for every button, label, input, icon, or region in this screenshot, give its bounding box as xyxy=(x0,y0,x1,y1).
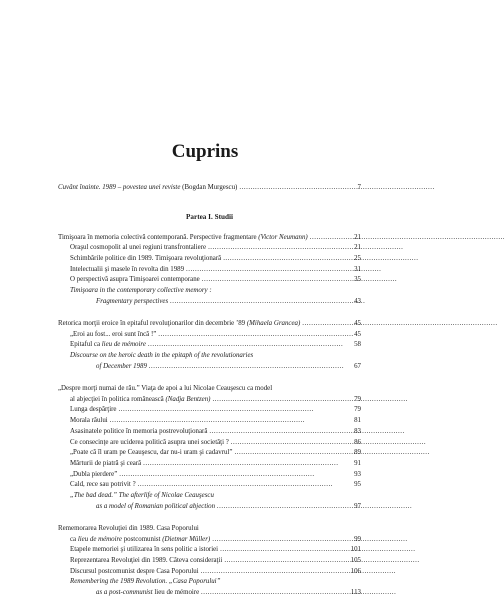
page-number: 21 xyxy=(354,233,361,241)
toc-entry-section-3[interactable] xyxy=(58,384,361,394)
toc-entry-title: Retorica morţii eroice în epitaful revoluţionarilor din decembrie ’89 (Mihaela Grancea) xyxy=(58,320,301,327)
toc-subentry[interactable] xyxy=(58,405,361,415)
leader-dots xyxy=(149,362,349,372)
toc-subentry[interactable] xyxy=(58,265,361,275)
leader-dots xyxy=(209,427,349,437)
page-number: 67 xyxy=(354,362,361,370)
page-number: 101 xyxy=(350,546,361,554)
toc-subentry-title: Remembering the 1989 Revolution. „Casa Poporului” xyxy=(70,578,221,586)
toc-entry-section-4[interactable] xyxy=(58,524,361,534)
leader-dots xyxy=(138,480,349,490)
leader-dots xyxy=(119,405,350,415)
leader-dots xyxy=(220,545,349,555)
leader-dots xyxy=(201,567,349,577)
toc-entry-title: „Despre morţi numai de rău.” Viaţa de apoi a lui Nicolae Ceauşescu ca model xyxy=(58,385,273,392)
toc-subentry-title: Reprezentarea Revoluţiei din 1989. Câteva consideraţii xyxy=(70,556,223,564)
toc-subentry-title: „Poate că îl uram pe Ceauşescu, dar nu-i uram şi cadavrul” xyxy=(70,449,233,457)
toc-subentry-title: Oraşul cosmopolit al unei regiuni transfrontaliere xyxy=(70,244,207,252)
page-number: 45 xyxy=(354,330,361,338)
toc-subentry-title: Lunga despărţire xyxy=(70,406,117,414)
page-number: 25 xyxy=(354,254,361,262)
page-number: 79 xyxy=(354,406,361,414)
leader-dots xyxy=(119,470,349,480)
toc-subentry[interactable] xyxy=(58,330,361,340)
leader-dots xyxy=(170,297,349,307)
toc-subentry-title: Morala răului xyxy=(70,417,108,425)
toc-subentry-title: Etapele memoriei şi utilizarea în sens politic a istoriei xyxy=(70,546,219,554)
toc-entry-section-3-cont[interactable] xyxy=(58,395,361,405)
toc-subentry-title: Discourse on the heroic death in the epitaph of the revolutionaries xyxy=(70,352,254,359)
toc-subentry[interactable] xyxy=(58,459,361,469)
page-number: 79 xyxy=(354,395,361,403)
toc-entry-title: ca lieu de mémoire postcomunist (Dietmar Müller) xyxy=(70,535,211,543)
toc-subentry-title: „The bad dead.” The afterlife of Nicolae Ceauşescu xyxy=(70,491,214,499)
toc-subentry-title: Mărturii de piatră şi ceară xyxy=(70,459,142,467)
leader-dots xyxy=(224,556,348,566)
toc-subentry[interactable] xyxy=(58,567,361,577)
leader-dots xyxy=(239,183,349,193)
toc-subentry-title: Intelectualii şi masele în revolta din 1989 xyxy=(70,265,185,273)
page-number: 93 xyxy=(354,470,361,478)
toc-subentry-english[interactable] xyxy=(58,351,361,361)
toc-subentry-title: Timişoara in the contemporary collective memory : xyxy=(70,286,212,294)
toc-subentry-english[interactable] xyxy=(58,362,361,372)
toc-subentry[interactable] xyxy=(58,448,361,458)
page-number: 91 xyxy=(354,459,361,467)
leader-dots xyxy=(148,340,349,350)
toc-subentry-title: Discursul postcomunist despre Casa Poporului xyxy=(70,567,199,575)
page-number: 35 xyxy=(354,276,361,284)
toc-subentry-title: Asasinatele politice în memoria postrevoluţionară xyxy=(70,427,208,435)
leader-dots xyxy=(234,448,349,458)
page-number: 81 xyxy=(354,417,361,425)
page-number: 7 xyxy=(357,184,361,191)
page-number: 83 xyxy=(354,427,361,435)
page-number: 99 xyxy=(354,535,361,543)
toc-entry-section-4-cont[interactable] xyxy=(58,535,361,545)
toc-subentry[interactable] xyxy=(58,254,361,264)
page-number: 21 xyxy=(354,244,361,252)
page-number: 106 xyxy=(350,567,361,575)
toc-entry-title: Rememorarea Revoluţiei din 1989. Casa Poporului xyxy=(58,524,199,532)
toc-subentry[interactable] xyxy=(58,470,361,480)
toc-subentry-title: „Eroi au fost... eroi sunt încă !” xyxy=(70,330,157,338)
part-heading: Partea I. Studii xyxy=(186,213,233,222)
leader-dots xyxy=(302,319,349,329)
leader-dots xyxy=(158,330,349,340)
toc-subentry-english[interactable] xyxy=(58,286,361,296)
toc-subentry[interactable] xyxy=(58,545,361,555)
page-number: 43 xyxy=(354,297,361,305)
page-number: 31 xyxy=(354,265,361,273)
toc-subentry-title: Fragmentary perspectives xyxy=(96,297,169,305)
page-title: Cuprins xyxy=(171,141,239,162)
toc-subentry-title: „Dubla pierdere” xyxy=(70,470,118,478)
toc-entry-section-2[interactable] xyxy=(58,319,361,329)
toc-subentry[interactable] xyxy=(58,243,361,253)
page-number: 86 xyxy=(354,438,361,446)
toc-subentry[interactable] xyxy=(58,416,361,426)
toc-subentry-title: Cald, rece sau potrivit ? xyxy=(70,481,136,489)
page-number: 113 xyxy=(350,589,361,596)
leader-dots xyxy=(212,395,349,405)
toc-subentry[interactable] xyxy=(58,480,361,490)
leader-dots xyxy=(110,416,349,426)
toc-subentry-english[interactable] xyxy=(58,297,361,307)
toc-subentry-title: as a post-communist lieu de mémoire xyxy=(96,589,200,596)
leader-dots xyxy=(223,254,349,264)
toc-subentry[interactable] xyxy=(58,340,361,350)
page-number: 45 xyxy=(354,320,361,327)
page-number: 97 xyxy=(354,502,361,510)
leader-dots xyxy=(201,588,349,598)
toc-subentry-title: Ce consecinţe are uciderea politică asupra unei societăţi ? xyxy=(70,438,229,446)
leader-dots xyxy=(310,233,349,243)
page-number: 105 xyxy=(350,556,361,564)
toc-entry-title: al abjecţiei în politica românească (Nadja Bentzen) xyxy=(70,395,211,403)
leader-dots xyxy=(212,535,349,545)
toc-subentry-english[interactable] xyxy=(58,502,361,512)
leader-dots xyxy=(217,502,349,512)
toc-subentry-title: of December 1989 xyxy=(96,362,147,370)
toc-subentry[interactable] xyxy=(58,275,361,285)
leader-dots xyxy=(186,265,349,275)
page-number: 58 xyxy=(354,341,361,349)
toc-entry-section-1[interactable] xyxy=(58,233,361,243)
toc-subentry-english[interactable] xyxy=(58,577,361,587)
toc-subentry-english[interactable] xyxy=(58,588,361,598)
toc-subentry-title: O perspectivă asupra Timişoarei contemporane xyxy=(70,276,200,284)
toc-entry-intro[interactable] xyxy=(58,183,361,193)
toc-subentry-title: Epitaful ca lieu de mémoire xyxy=(70,341,146,349)
toc-subentry[interactable] xyxy=(58,438,361,448)
toc-subentry-title: as a model of Romanian political abjection xyxy=(96,502,216,510)
toc-subentry-title: Schimbările politice din 1989. Timişoara revoluţionară xyxy=(70,254,222,262)
toc-entry-title: Timişoara în memoria colectivă contemporană. Perspective fragmentare (Victor Neumann) xyxy=(58,233,308,241)
page-number: 89 xyxy=(354,449,361,457)
toc-entry-title: Cuvânt înainte. 1989 – povestea unei reviste (Bogdan Murgescu) xyxy=(58,184,238,191)
toc-subentry[interactable] xyxy=(58,427,361,437)
toc-subentry-english[interactable] xyxy=(58,491,361,501)
leader-dots xyxy=(231,438,349,448)
leader-dots xyxy=(208,243,349,253)
leader-dots xyxy=(202,275,349,285)
toc-subentry[interactable] xyxy=(58,556,361,566)
page-number: 95 xyxy=(354,481,361,489)
leader-dots xyxy=(143,459,349,469)
